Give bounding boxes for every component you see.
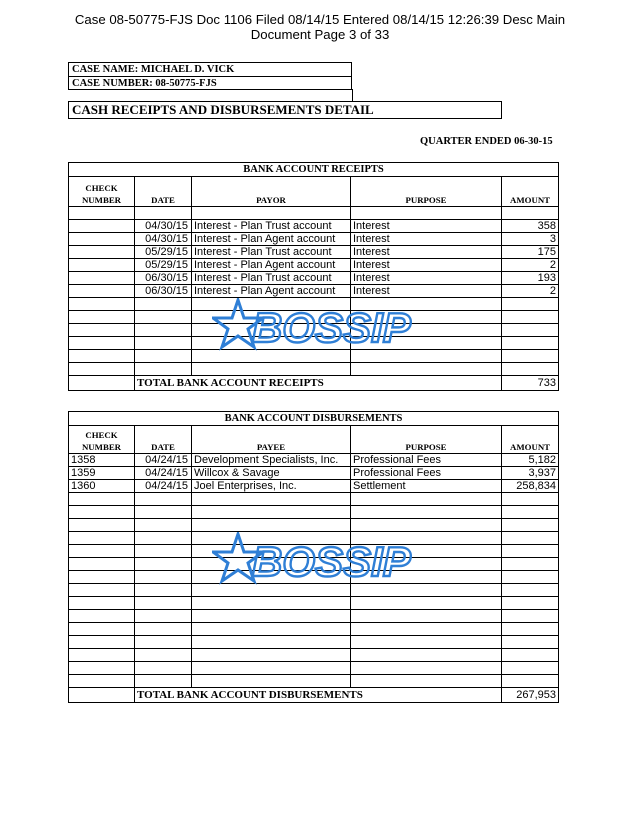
amount-cell bbox=[502, 675, 559, 688]
amount-cell bbox=[502, 207, 559, 220]
check-cell bbox=[69, 597, 135, 610]
purpose-cell bbox=[351, 207, 502, 220]
table-row bbox=[69, 493, 559, 506]
purpose-cell bbox=[351, 519, 502, 532]
check-cell bbox=[69, 623, 135, 636]
purpose-cell: Professional Fees bbox=[351, 467, 502, 480]
check-cell: 1359 bbox=[69, 467, 135, 480]
check-cell bbox=[69, 350, 135, 363]
amount-cell bbox=[502, 363, 559, 376]
amount-cell bbox=[502, 532, 559, 545]
date-cell bbox=[135, 610, 192, 623]
case-name: CASE NAME: MICHAEL D. VICK bbox=[69, 63, 351, 77]
amount-cell bbox=[502, 571, 559, 584]
amount-cell: 175 bbox=[502, 246, 559, 259]
total-blank-cell bbox=[69, 376, 135, 391]
purpose-cell: Interest bbox=[351, 220, 502, 233]
table-row bbox=[69, 519, 559, 532]
date-cell bbox=[135, 493, 192, 506]
check-cell bbox=[69, 545, 135, 558]
watermark-text: BOSSIP bbox=[252, 304, 411, 351]
court-header-line1: Case 08-50775-FJS Doc 1106 Filed 08/14/15 Entered 08/14/15 12:26:39 Desc Main bbox=[74, 12, 566, 27]
amount-cell: 5,182 bbox=[502, 454, 559, 467]
total-blank-cell bbox=[69, 688, 135, 703]
col-amount: AMOUNT bbox=[502, 426, 559, 454]
check-cell: 1358 bbox=[69, 454, 135, 467]
quarter-label: QUARTER ENDED 06-30-15 bbox=[420, 136, 553, 147]
amount-cell: 2 bbox=[502, 259, 559, 272]
amount-cell bbox=[502, 636, 559, 649]
amount-cell bbox=[502, 519, 559, 532]
purpose-cell: Interest bbox=[351, 259, 502, 272]
party-cell bbox=[192, 493, 351, 506]
check-cell bbox=[69, 493, 135, 506]
table-row bbox=[69, 480, 559, 493]
purpose-cell: Interest bbox=[351, 285, 502, 298]
date-cell bbox=[135, 337, 192, 350]
table-row bbox=[69, 662, 559, 675]
amount-cell bbox=[502, 597, 559, 610]
purpose-cell bbox=[351, 675, 502, 688]
amount-cell bbox=[502, 558, 559, 571]
amount-cell bbox=[502, 324, 559, 337]
amount-cell bbox=[502, 545, 559, 558]
amount-cell bbox=[502, 506, 559, 519]
check-cell bbox=[69, 259, 135, 272]
table-row bbox=[69, 623, 559, 636]
disbursements-total-amount: 267,953 bbox=[502, 688, 559, 703]
date-cell bbox=[135, 675, 192, 688]
col-payor: PAYOR bbox=[192, 177, 351, 207]
amount-cell bbox=[502, 337, 559, 350]
table-row bbox=[69, 259, 559, 272]
party-cell bbox=[192, 597, 351, 610]
check-cell bbox=[69, 246, 135, 259]
party-cell: Development Specialists, Inc. bbox=[192, 454, 351, 467]
party-cell bbox=[192, 675, 351, 688]
col-date: DATE bbox=[135, 426, 192, 454]
date-cell: 04/30/15 bbox=[135, 233, 192, 246]
date-cell bbox=[135, 324, 192, 337]
bossip-watermark bbox=[212, 532, 417, 588]
check-cell bbox=[69, 233, 135, 246]
party-cell bbox=[192, 610, 351, 623]
disbursements-title: BANK ACCOUNT DISBURSEMENTS bbox=[69, 412, 559, 426]
purpose-cell bbox=[351, 636, 502, 649]
purpose-cell: Settlement bbox=[351, 480, 502, 493]
party-cell bbox=[192, 636, 351, 649]
purpose-cell: Interest bbox=[351, 233, 502, 246]
check-cell bbox=[69, 285, 135, 298]
date-cell bbox=[135, 207, 192, 220]
check-cell bbox=[69, 532, 135, 545]
check-cell bbox=[69, 324, 135, 337]
receipts-table bbox=[68, 162, 559, 391]
table-row bbox=[69, 467, 559, 480]
check-cell bbox=[69, 363, 135, 376]
date-cell bbox=[135, 597, 192, 610]
purpose-cell bbox=[351, 649, 502, 662]
purpose-cell bbox=[351, 506, 502, 519]
amount-cell bbox=[502, 493, 559, 506]
party-cell: Interest - Plan Agent account bbox=[192, 285, 351, 298]
purpose-cell: Professional Fees bbox=[351, 454, 502, 467]
date-cell bbox=[135, 532, 192, 545]
col-check-number: CHECK NUMBER bbox=[69, 426, 135, 454]
receipts-title: BANK ACCOUNT RECEIPTS bbox=[69, 163, 559, 177]
amount-cell bbox=[502, 649, 559, 662]
date-cell bbox=[135, 298, 192, 311]
party-cell bbox=[192, 519, 351, 532]
date-cell bbox=[135, 558, 192, 571]
table-row bbox=[69, 220, 559, 233]
table-row bbox=[69, 636, 559, 649]
party-cell bbox=[192, 623, 351, 636]
amount-cell: 193 bbox=[502, 272, 559, 285]
amount-cell: 358 bbox=[502, 220, 559, 233]
date-cell: 05/29/15 bbox=[135, 246, 192, 259]
disbursements-total-label: TOTAL BANK ACCOUNT DISBURSEMENTS bbox=[135, 688, 502, 703]
party-cell bbox=[192, 649, 351, 662]
table-row bbox=[69, 207, 559, 220]
check-cell bbox=[69, 558, 135, 571]
date-cell: 04/24/15 bbox=[135, 480, 192, 493]
check-cell bbox=[69, 506, 135, 519]
date-cell: 06/30/15 bbox=[135, 285, 192, 298]
purpose-cell bbox=[351, 610, 502, 623]
amount-cell bbox=[502, 350, 559, 363]
col-purpose: PURPOSE bbox=[351, 426, 502, 454]
check-cell bbox=[69, 571, 135, 584]
col-check-number: CHECK NUMBER bbox=[69, 177, 135, 207]
date-cell bbox=[135, 506, 192, 519]
case-info-box bbox=[68, 62, 352, 90]
col-date: DATE bbox=[135, 177, 192, 207]
party-cell: Interest - Plan Trust account bbox=[192, 220, 351, 233]
watermark-text: BOSSIP bbox=[252, 538, 411, 585]
check-cell bbox=[69, 207, 135, 220]
party-cell: Interest - Plan Trust account bbox=[192, 272, 351, 285]
table-row bbox=[69, 610, 559, 623]
table-row bbox=[69, 233, 559, 246]
amount-cell: 3,937 bbox=[502, 467, 559, 480]
amount-cell: 3 bbox=[502, 233, 559, 246]
purpose-cell bbox=[351, 363, 502, 376]
party-cell: Joel Enterprises, Inc. bbox=[192, 480, 351, 493]
check-cell bbox=[69, 649, 135, 662]
purpose-cell bbox=[351, 662, 502, 675]
date-cell bbox=[135, 584, 192, 597]
check-cell bbox=[69, 662, 135, 675]
amount-cell bbox=[502, 662, 559, 675]
party-cell bbox=[192, 506, 351, 519]
court-header-line2: Document Page 3 of 33 bbox=[250, 27, 390, 42]
check-cell bbox=[69, 220, 135, 233]
table-row bbox=[69, 285, 559, 298]
check-cell bbox=[69, 298, 135, 311]
date-cell bbox=[135, 363, 192, 376]
check-cell bbox=[69, 675, 135, 688]
purpose-cell bbox=[351, 597, 502, 610]
table-row bbox=[69, 649, 559, 662]
amount-cell: 258,834 bbox=[502, 480, 559, 493]
date-cell bbox=[135, 519, 192, 532]
col-purpose: PURPOSE bbox=[351, 177, 502, 207]
bossip-watermark bbox=[212, 298, 417, 354]
table-row bbox=[69, 454, 559, 467]
amount-cell bbox=[502, 584, 559, 597]
section-title: CASH RECEIPTS AND DISBURSEMENTS DETAIL bbox=[68, 101, 502, 119]
date-cell: 04/24/15 bbox=[135, 467, 192, 480]
party-cell bbox=[192, 363, 351, 376]
party-cell: Interest - Plan Trust account bbox=[192, 246, 351, 259]
date-cell bbox=[135, 545, 192, 558]
date-cell bbox=[135, 571, 192, 584]
check-cell bbox=[69, 311, 135, 324]
table-row bbox=[69, 506, 559, 519]
check-cell bbox=[69, 584, 135, 597]
date-cell bbox=[135, 649, 192, 662]
check-cell bbox=[69, 636, 135, 649]
date-cell bbox=[135, 662, 192, 675]
date-cell: 04/30/15 bbox=[135, 220, 192, 233]
receipts-total-label: TOTAL BANK ACCOUNT RECEIPTS bbox=[135, 376, 502, 391]
amount-cell bbox=[502, 298, 559, 311]
party-cell: Willcox & Savage bbox=[192, 467, 351, 480]
table-row bbox=[69, 597, 559, 610]
check-cell bbox=[69, 519, 135, 532]
purpose-cell: Interest bbox=[351, 246, 502, 259]
receipts-total-amount: 733 bbox=[502, 376, 559, 391]
purpose-cell bbox=[351, 493, 502, 506]
date-cell: 06/30/15 bbox=[135, 272, 192, 285]
date-cell: 04/24/15 bbox=[135, 454, 192, 467]
party-cell bbox=[192, 207, 351, 220]
col-amount: AMOUNT bbox=[502, 177, 559, 207]
date-cell bbox=[135, 311, 192, 324]
table-row bbox=[69, 246, 559, 259]
amount-cell bbox=[502, 311, 559, 324]
check-cell: 1360 bbox=[69, 480, 135, 493]
date-cell bbox=[135, 623, 192, 636]
date-cell: 05/29/15 bbox=[135, 259, 192, 272]
table-row bbox=[69, 363, 559, 376]
case-number: CASE NUMBER: 08-50775-FJS bbox=[72, 78, 217, 89]
party-cell bbox=[192, 662, 351, 675]
check-cell bbox=[69, 272, 135, 285]
party-cell: Interest - Plan Agent account bbox=[192, 233, 351, 246]
date-cell bbox=[135, 350, 192, 363]
amount-cell: 2 bbox=[502, 285, 559, 298]
amount-cell bbox=[502, 623, 559, 636]
purpose-cell bbox=[351, 623, 502, 636]
party-cell: Interest - Plan Agent account bbox=[192, 259, 351, 272]
amount-cell bbox=[502, 610, 559, 623]
purpose-cell: Interest bbox=[351, 272, 502, 285]
check-cell bbox=[69, 337, 135, 350]
table-row bbox=[69, 272, 559, 285]
date-cell bbox=[135, 636, 192, 649]
table-row bbox=[69, 675, 559, 688]
check-cell bbox=[69, 610, 135, 623]
col-payee: PAYEE bbox=[192, 426, 351, 454]
